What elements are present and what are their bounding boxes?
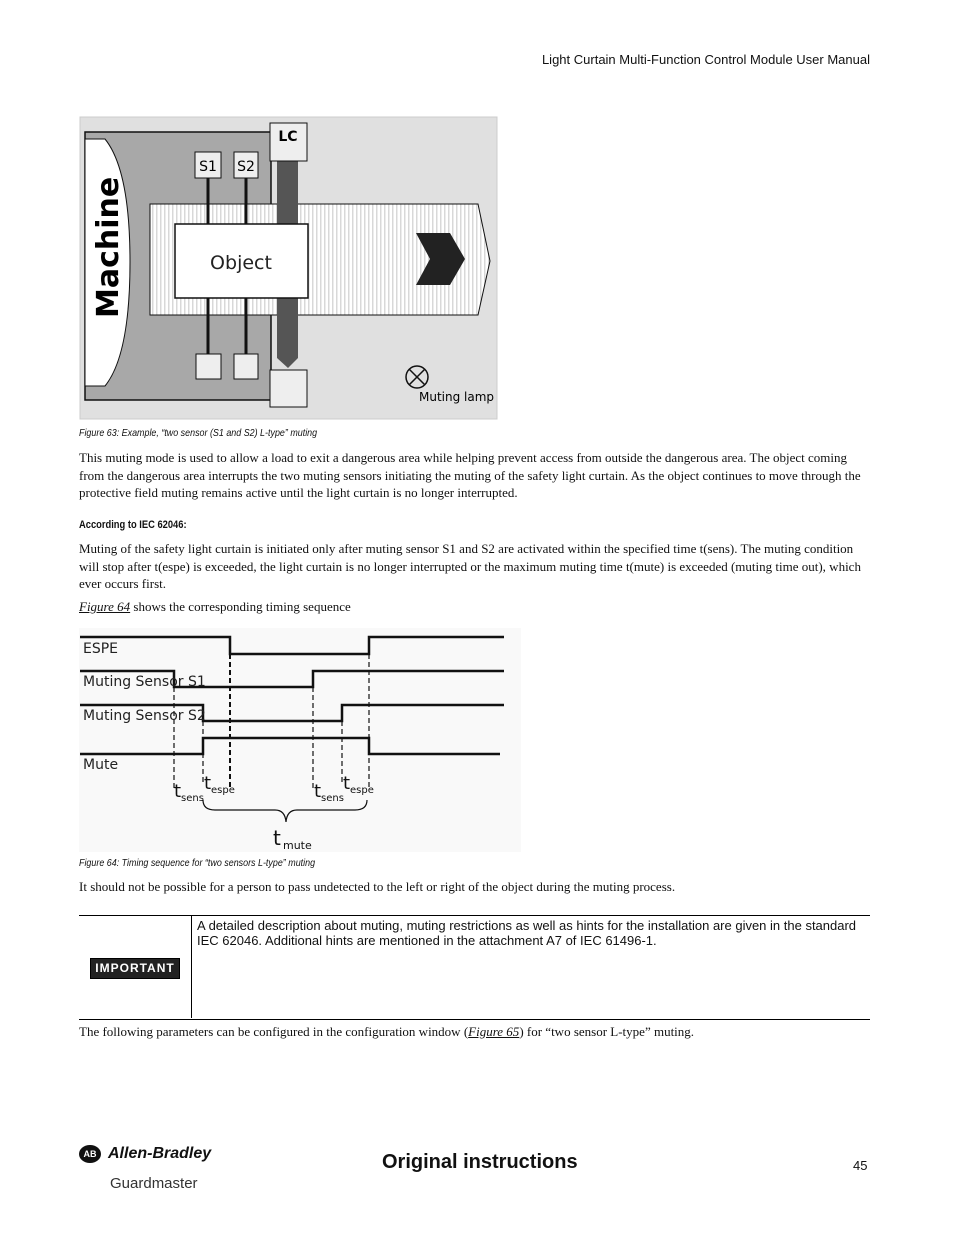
svg-text:sens: sens — [321, 793, 344, 804]
svg-text:Muting Sensor S1: Muting Sensor S1 — [83, 674, 206, 690]
divider — [191, 915, 192, 1018]
svg-text:t: t — [273, 826, 281, 850]
svg-text:Muting lamp: Muting lamp — [419, 390, 495, 404]
svg-text:Mute: Mute — [83, 757, 119, 773]
paragraph: It should not be possible for a person to pass undetected to the left or right of the object during the muting process. — [79, 879, 676, 894]
machine-label: Machine — [91, 176, 126, 318]
svg-text:S2: S2 — [237, 159, 255, 175]
page-number: 45 — [853, 1158, 868, 1173]
important-text: A detailed description about muting, muting restrictions as well as hints for the installation are given in the standard IEC 62046. Additional hints are mentioned in the attachment A7 of IEC 61496-1. — [197, 918, 857, 948]
svg-text:t: t — [204, 773, 212, 794]
svg-text:mute: mute — [283, 839, 312, 852]
figure-65-link[interactable]: Figure 65 — [468, 1024, 520, 1039]
svg-text:S1: S1 — [199, 159, 217, 175]
svg-text:LC: LC — [278, 129, 298, 145]
svg-text:t: t — [343, 773, 351, 794]
brand-name: Allen-Bradley — [108, 1145, 212, 1162]
figure-64-caption: Figure 64: Timing sequence for “two sensors L-type” muting — [79, 857, 316, 869]
running-header: Light Curtain Multi-Function Control Module User Manual — [541, 52, 870, 67]
svg-text:t: t — [314, 781, 322, 802]
svg-text:Muting Sensor S2: Muting Sensor S2 — [83, 708, 206, 724]
svg-text:ESPE: ESPE — [83, 641, 119, 657]
subheading: According to IEC 62046: — [79, 519, 187, 531]
figure-63-caption: Figure 63: Example, “two sensor (S1 and S2) L-type” muting — [79, 427, 318, 439]
important-badge: IMPORTANT — [90, 958, 180, 979]
paragraph: The following parameters can be configured in the configuration window (Figure 65) for “two sensor L-type” muting. — [79, 1024, 695, 1039]
svg-text:espe: espe — [350, 785, 374, 796]
paragraph: Muting of the safety light curtain is initiated only after muting sensor S1 and S2 are activated within the specified time t(sens). The muting condition will stop after t(espe) is exceeded, the light curtain is no longer interrupted or the maximum muting time t(mute) is exceeded (muting time out), which ever occurs first. — [79, 541, 861, 592]
svg-text:Object: Object — [210, 252, 272, 274]
footer-title: Original instructions — [382, 1151, 578, 1173]
svg-text:t: t — [174, 781, 182, 802]
paragraph: This muting mode is used to allow a load to exit a dangerous area while helping prevent access from outside the dangerous area. The object coming from the dangerous area interrupts the two muting sensors initiating the muting of the safety light curtain. As the object continues to move through the protective field muting remains active until the light curtain is no longer interrupted. — [79, 450, 861, 501]
guardmaster-logo: Guardmaster — [110, 1175, 198, 1192]
figure-64-link[interactable]: Figure 64 — [79, 599, 131, 614]
allen-bradley-logo-icon: AB — [79, 1145, 101, 1163]
svg-text:espe: espe — [211, 785, 235, 796]
paragraph: Figure 64 shows the corresponding timing sequence — [79, 599, 351, 614]
svg-text:sens: sens — [181, 793, 204, 804]
